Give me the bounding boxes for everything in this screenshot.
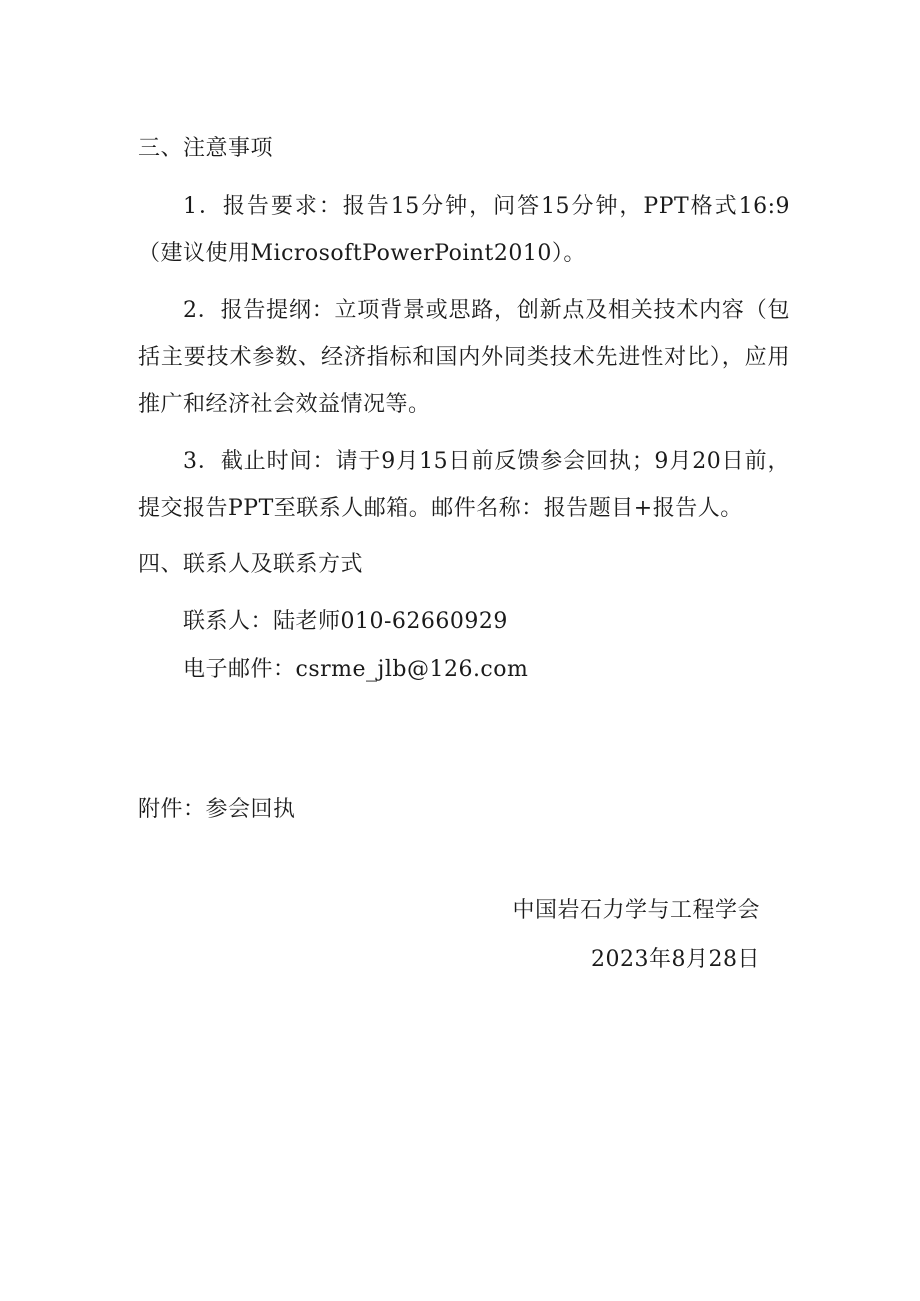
section3-item1: 1．报告要求：报告15分钟，问答15分钟，PPT格式16:9（建议使用MicrosoftPowerPoint2010）。 bbox=[138, 194, 790, 266]
section3-item2: 2．报告提纲：立项背景或思路，创新点及相关技术内容（包括主要技术参数、经济指标和国内外同类技术先进性对比），应用推广和经济社会效益情况等。 bbox=[138, 298, 790, 417]
section3-item3: 3．截止时间：请于9月15日前反馈参会回执；9月20日前，提交报告PPT至联系人邮箱。邮件名称：报告题目+报告人。 bbox=[138, 449, 790, 521]
contact-person: 联系人：陆老师010-62660929 bbox=[183, 609, 508, 634]
section3-heading: 三、注意事项 bbox=[138, 136, 274, 161]
section4-heading: 四、联系人及联系方式 bbox=[138, 552, 364, 577]
signature-date: 2023年8月28日 bbox=[591, 947, 760, 972]
signature-organization: 中国岩石力学与工程学会 bbox=[512, 898, 760, 923]
contact-email: 电子邮件：csrme_jlb@126.com bbox=[183, 657, 529, 682]
attachment-note: 附件：参会回执 bbox=[138, 797, 296, 822]
